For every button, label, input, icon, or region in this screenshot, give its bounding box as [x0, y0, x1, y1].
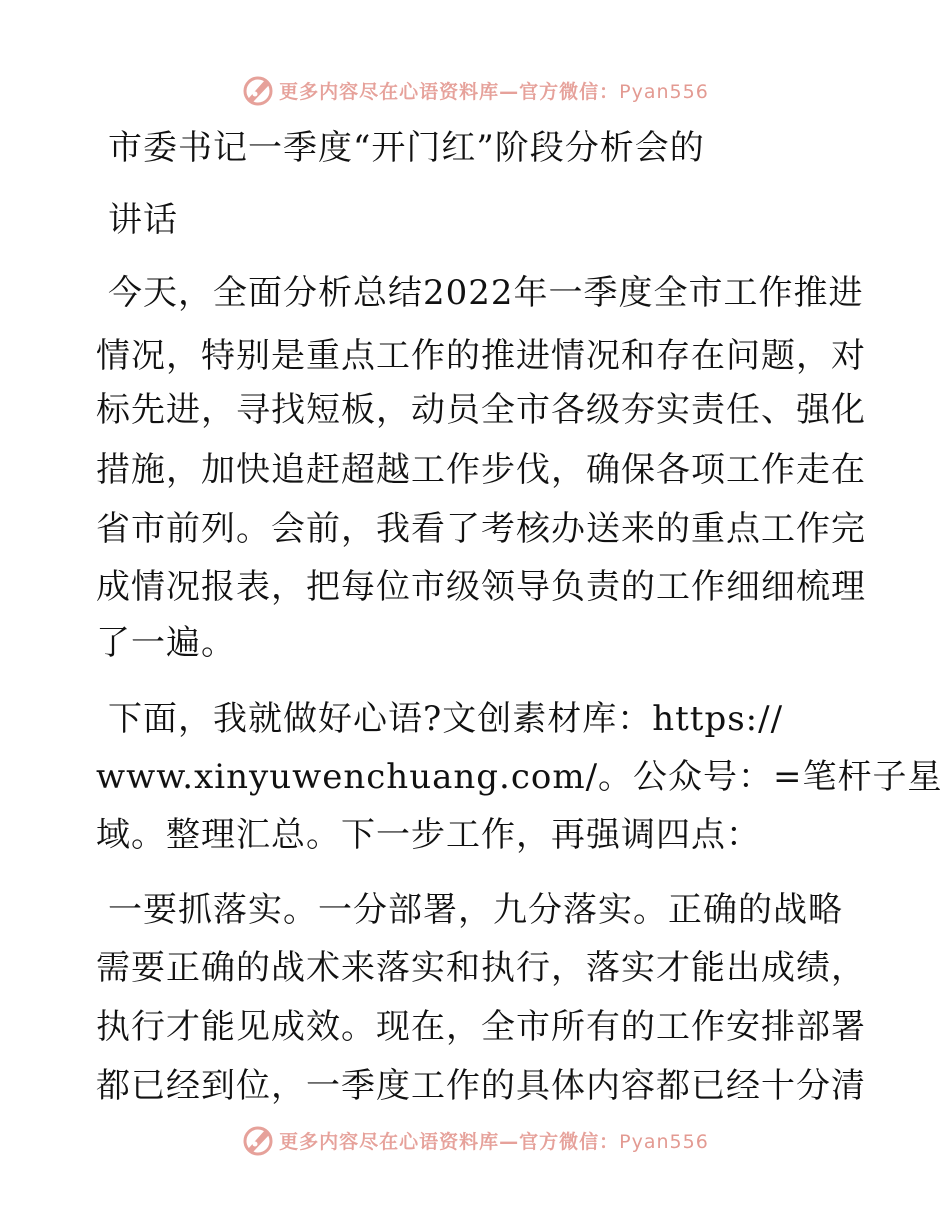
para3-line: 需要正确的战术来落实和执行，落实才能出成绩， — [96, 948, 866, 988]
para1-line: 了一遍。 — [96, 623, 236, 663]
para1-line: 今天，全面分析总结2022年一季度全市工作推进 — [108, 273, 864, 313]
top-watermark — [0, 70, 950, 110]
doc-title-line2: 讲话 — [108, 200, 178, 240]
bottom-watermark — [0, 1120, 950, 1160]
para1-line: 情况，特别是重点工作的推进情况和存在问题，对 — [96, 336, 866, 376]
watermark-account: Pyan556 — [619, 80, 709, 103]
para1-line: 标先进，寻找短板，动员全市各级夯实责任、强化 — [96, 390, 866, 430]
para1-line: 措施，加快追赶超越工作步伐，确保各项工作走在 — [96, 450, 866, 490]
para3-line: 执行才能见成效。现在，全市所有的工作安排部署 — [96, 1007, 866, 1047]
para3-line: 一要抓落实。一分部署，九分落实。正确的战略 — [108, 890, 843, 930]
watermark-text: 更多内容尽在心语资料库—官方微信：Pyan556 — [279, 80, 709, 103]
pen-logo-icon — [241, 1123, 275, 1157]
watermark-account: Pyan556 — [619, 1130, 709, 1153]
para2-line: 下面，我就做好心语?文创素材库：https:// — [108, 699, 784, 739]
watermark-text: 更多内容尽在心语资料库—官方微信：Pyan556 — [279, 1130, 709, 1153]
pen-logo-icon — [241, 73, 275, 107]
para1-line: 省市前列。会前，我看了考核办送来的重点工作完 — [96, 509, 866, 549]
para1-line: 成情况报表，把每位市级领导负责的工作细细梳理 — [96, 567, 866, 607]
doc-title-line1: 市委书记一季度“开门红”阶段分析会的 — [108, 128, 705, 168]
para3-line: 都已经到位，一季度工作的具体内容都已经十分清 — [96, 1066, 866, 1106]
para2-line: www.xinyuwenchuang.com/。公众号：=笔杆子星 — [96, 757, 943, 797]
para2-line: 域。整理汇总。下一步工作，再强调四点： — [96, 815, 761, 855]
